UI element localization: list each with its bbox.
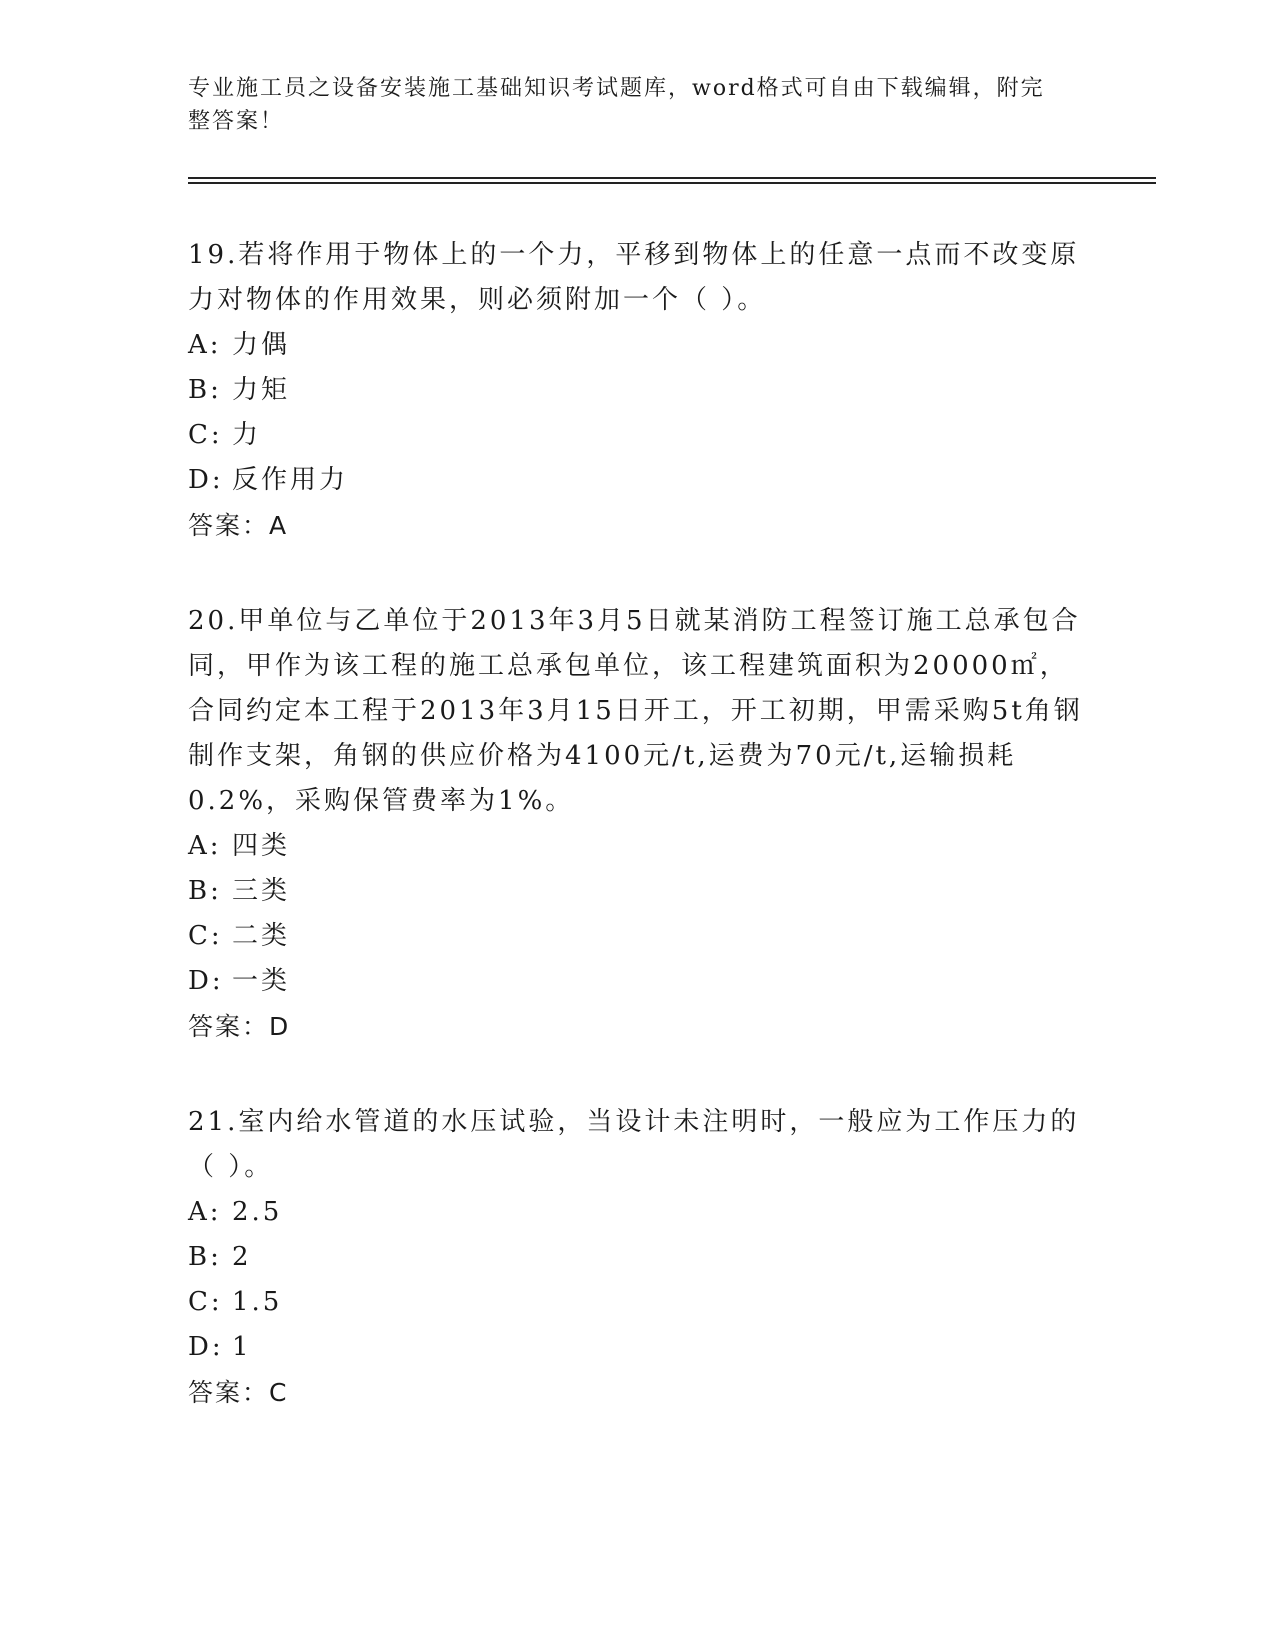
- document-header: 专业施工员之设备安装施工基础知识考试题库，word格式可自由下载编辑，附完整答案！: [188, 76, 1045, 134]
- option-text: 二类: [232, 921, 291, 951]
- option-d: [188, 1325, 1088, 1370]
- option-a: [188, 824, 1088, 869]
- answer-line: 答案：D: [188, 1012, 291, 1041]
- option-letter: C:: [188, 921, 223, 951]
- option-c: [188, 914, 1088, 959]
- question-21: [188, 1100, 1088, 1415]
- option-text: 四类: [232, 831, 291, 861]
- option-text: 力矩: [232, 375, 291, 405]
- header-divider-top: [188, 177, 1156, 179]
- question-stem: 21.室内给水管道的水压试验，当设计未注明时，一般应为工作压力的（ ）。: [188, 1107, 1080, 1182]
- option-letter: D:: [188, 465, 224, 495]
- option-text: 三类: [232, 876, 291, 906]
- option-letter: B:: [188, 375, 222, 405]
- option-d: [188, 458, 1088, 503]
- option-a: [188, 323, 1088, 368]
- option-b: [188, 869, 1088, 914]
- option-letter: A:: [188, 330, 222, 360]
- option-b: [188, 368, 1088, 413]
- answer-line: 答案：C: [188, 1378, 289, 1407]
- option-letter: A:: [188, 1197, 222, 1227]
- option-letter: A:: [188, 831, 222, 861]
- question-20: [188, 599, 1088, 1049]
- option-c: [188, 1280, 1088, 1325]
- option-a: [188, 1190, 1088, 1235]
- question-stem: 19.若将作用于物体上的一个力，平移到物体上的任意一点而不改变原力对物体的作用效果，则必须附加一个（ ）。: [188, 240, 1080, 315]
- option-letter: B:: [188, 876, 222, 906]
- option-letter: D:: [188, 966, 224, 996]
- option-b: [188, 1235, 1088, 1280]
- option-text: 1.5: [232, 1287, 283, 1317]
- option-c: [188, 413, 1088, 458]
- option-text: 1: [232, 1332, 252, 1362]
- option-letter: C:: [188, 1287, 223, 1317]
- question-stem: 20.甲单位与乙单位于2013年3月5日就某消防工程签订施工总承包合同，甲作为该工程的施工总承包单位，该工程建筑面积为20000㎡，合同约定本工程于2013年3月15日开工，开工初期，甲需采购5t角钢制作支架，角钢的供应价格为4100元/t,运费为70元/t,运输损耗0.2%，采购保管费率为1%。: [188, 606, 1083, 816]
- option-letter: B:: [188, 1242, 222, 1272]
- option-letter: C:: [188, 420, 223, 450]
- option-letter: D:: [188, 1332, 224, 1362]
- option-text: 一类: [232, 966, 291, 996]
- option-text: 力偶: [232, 330, 291, 360]
- option-text: 力: [232, 420, 262, 450]
- option-text: 2: [232, 1242, 252, 1272]
- option-d: [188, 959, 1088, 1004]
- option-text: 2.5: [232, 1197, 283, 1227]
- header-divider-bottom: [188, 182, 1156, 184]
- question-19: [188, 233, 1088, 548]
- option-text: 反作用力: [232, 465, 349, 495]
- answer-line: 答案：A: [188, 511, 289, 540]
